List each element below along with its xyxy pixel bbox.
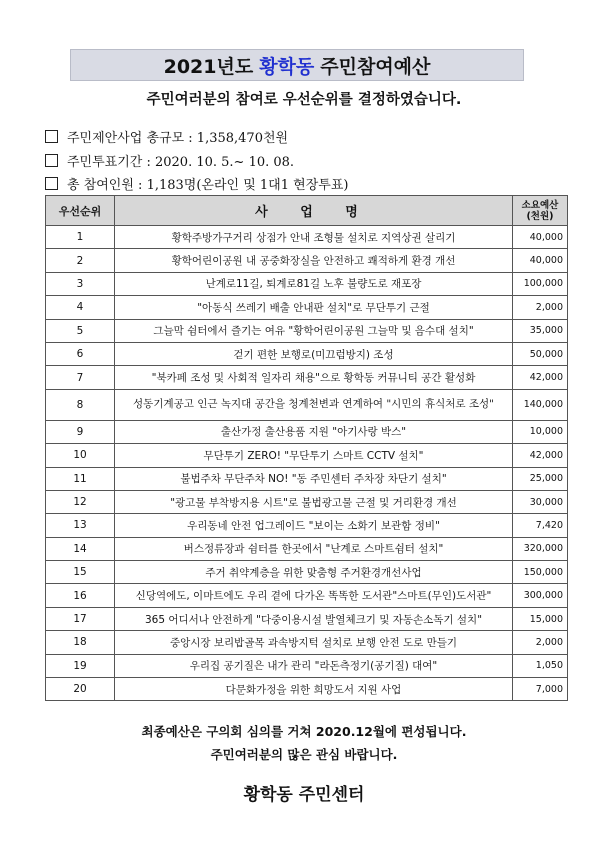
rank-cell: 6 <box>46 342 115 365</box>
cost-cell: 42,000 <box>513 444 568 467</box>
table-row <box>46 420 568 443</box>
checkbox-icon <box>45 154 58 167</box>
table-row <box>46 631 568 654</box>
rank-cell: 4 <box>46 296 115 319</box>
table-row <box>46 584 568 607</box>
checkbox-icon <box>45 130 58 143</box>
cost-cell: 140,000 <box>513 389 568 420</box>
info-text: 주민제안사업 총규모 : 1,358,470천원 <box>67 131 289 146</box>
project-cell: 걷기 편한 보행로(미끄럼방지) 조성 <box>115 342 513 365</box>
cost-cell: 100,000 <box>513 272 568 295</box>
header-cost <box>513 196 568 226</box>
table-body <box>46 226 568 701</box>
table-row <box>46 249 568 272</box>
rank-cell: 18 <box>46 631 115 654</box>
cost-cell: 320,000 <box>513 537 568 560</box>
project-cell: 성동기계공고 인근 녹지대 공간을 청계천변과 연계하여 "시민의 휴식처로 조성" <box>115 389 513 420</box>
info-item-participants <box>45 174 348 193</box>
table-row <box>46 607 568 630</box>
title-main: 주민참여예산 <box>320 55 431 78</box>
table-row <box>46 514 568 537</box>
table-row <box>46 342 568 365</box>
priority-table <box>45 195 568 701</box>
cost-cell: 2,000 <box>513 296 568 319</box>
rank-cell: 14 <box>46 537 115 560</box>
info-text: 주민투표기간 : 2020. 10. 5.~ 10. 08. <box>67 155 295 170</box>
rank-cell: 17 <box>46 607 115 630</box>
rank-cell: 15 <box>46 561 115 584</box>
table-header-row <box>46 196 568 226</box>
project-cell: 우리집 공기질은 내가 관리 "라돈측정기(공기질) 대여" <box>115 654 513 677</box>
info-text: 총 참여인원 : 1,183명(온라인 및 1대1 현장투표) <box>67 178 349 193</box>
cost-cell: 15,000 <box>513 607 568 630</box>
table-row <box>46 366 568 389</box>
footer-note: 최종예산은 구의회 심의를 거쳐 2020.12월에 편성됩니다. <box>141 724 467 739</box>
info-item-scale <box>45 127 288 146</box>
project-cell: 다문화가정을 위한 희망도서 지원 사업 <box>115 678 513 701</box>
rank-cell: 10 <box>46 444 115 467</box>
table-row <box>46 561 568 584</box>
project-cell: 365 어디서나 안전하게 "다중이용시설 발열체크기 및 자동손소독기 설치" <box>115 607 513 630</box>
table-row <box>46 678 568 701</box>
cost-cell: 40,000 <box>513 226 568 249</box>
header-cost-line2: (천원) <box>526 210 554 222</box>
table-row <box>46 272 568 295</box>
rank-cell: 7 <box>46 366 115 389</box>
header-project: 사 업 명 <box>115 196 513 226</box>
cost-cell: 50,000 <box>513 342 568 365</box>
project-cell: 신당역에도, 이마트에도 우리 곁에 다가온 똑똑한 도서관"스마트(무인)도서관" <box>115 584 513 607</box>
cost-cell: 7,420 <box>513 514 568 537</box>
cost-cell: 1,050 <box>513 654 568 677</box>
rank-cell: 13 <box>46 514 115 537</box>
cost-cell: 2,000 <box>513 631 568 654</box>
rank-cell: 1 <box>46 226 115 249</box>
table-row <box>46 537 568 560</box>
table-row <box>46 467 568 490</box>
rank-cell: 16 <box>46 584 115 607</box>
project-cell: 주거 취약계층을 위한 맞춤형 주거환경개선사업 <box>115 561 513 584</box>
cost-cell: 35,000 <box>513 319 568 342</box>
project-cell: 중앙시장 보리밥골목 과속방지턱 설치로 보행 안전 도로 만들기 <box>115 631 513 654</box>
project-cell: "아동식 쓰레기 배출 안내판 설치"로 무단투기 근절 <box>115 296 513 319</box>
rank-cell: 8 <box>46 389 115 420</box>
table-row <box>46 296 568 319</box>
cost-cell: 30,000 <box>513 490 568 513</box>
project-cell: 그늘막 쉼터에서 즐기는 여유 "황학어린이공원 그늘막 및 음수대 설치" <box>115 319 513 342</box>
cost-cell: 25,000 <box>513 467 568 490</box>
subtitle: 주민여러분의 참여로 우선순위를 결정하였습니다. <box>146 92 462 108</box>
table-row <box>46 654 568 677</box>
project-cell: 난계로11길, 퇴계로81길 노후 불량도로 재포장 <box>115 272 513 295</box>
organization-name: 황학동 주민센터 <box>243 785 365 805</box>
rank-cell: 9 <box>46 420 115 443</box>
rank-cell: 5 <box>46 319 115 342</box>
project-cell: 출산가정 출산용품 지원 "아기사랑 박스" <box>115 420 513 443</box>
cost-cell: 150,000 <box>513 561 568 584</box>
project-cell: 무단투기 ZERO! "무단투기 스마트 CCTV 설치" <box>115 444 513 467</box>
project-cell: 황학주방가구거리 상점가 안내 조형물 설치로 지역상권 살리기 <box>115 226 513 249</box>
cost-cell: 300,000 <box>513 584 568 607</box>
rank-cell: 19 <box>46 654 115 677</box>
table-row <box>46 444 568 467</box>
project-cell: 황학어린이공원 내 공중화장실을 안전하고 쾌적하게 환경 개선 <box>115 249 513 272</box>
project-cell: "광고물 부착방지용 시트"로 불법광고물 근절 및 거리환경 개선 <box>115 490 513 513</box>
info-item-period <box>45 151 294 170</box>
project-cell: 우리동네 안전 업그레이드 "보이는 소화기 보관함 정비" <box>115 514 513 537</box>
header-rank: 우선순위 <box>46 196 115 226</box>
checkbox-icon <box>45 177 58 190</box>
title-district: 황학동 <box>259 55 315 78</box>
project-cell: 버스정류장과 쉼터를 한곳에서 "난계로 스마트쉼터 설치" <box>115 537 513 560</box>
cost-cell: 10,000 <box>513 420 568 443</box>
page-title <box>70 49 524 81</box>
table-row <box>46 226 568 249</box>
header-cost-line1: 소요예산 <box>521 199 559 211</box>
footer-request: 주민여러분의 많은 관심 바랍니다. <box>210 747 398 762</box>
project-cell: 불법주차 무단주차 NO! "동 주민센터 주차장 차단기 설치" <box>115 467 513 490</box>
rank-cell: 3 <box>46 272 115 295</box>
title-year: 2021년도 <box>163 55 254 78</box>
cost-cell: 42,000 <box>513 366 568 389</box>
rank-cell: 11 <box>46 467 115 490</box>
cost-cell: 7,000 <box>513 678 568 701</box>
table-row <box>46 319 568 342</box>
project-cell: "북카페 조성 및 사회적 일자리 채용"으로 황학동 커뮤니티 공간 활성화 <box>115 366 513 389</box>
table-row <box>46 389 568 420</box>
table-row <box>46 490 568 513</box>
cost-cell: 40,000 <box>513 249 568 272</box>
rank-cell: 20 <box>46 678 115 701</box>
rank-cell: 12 <box>46 490 115 513</box>
rank-cell: 2 <box>46 249 115 272</box>
